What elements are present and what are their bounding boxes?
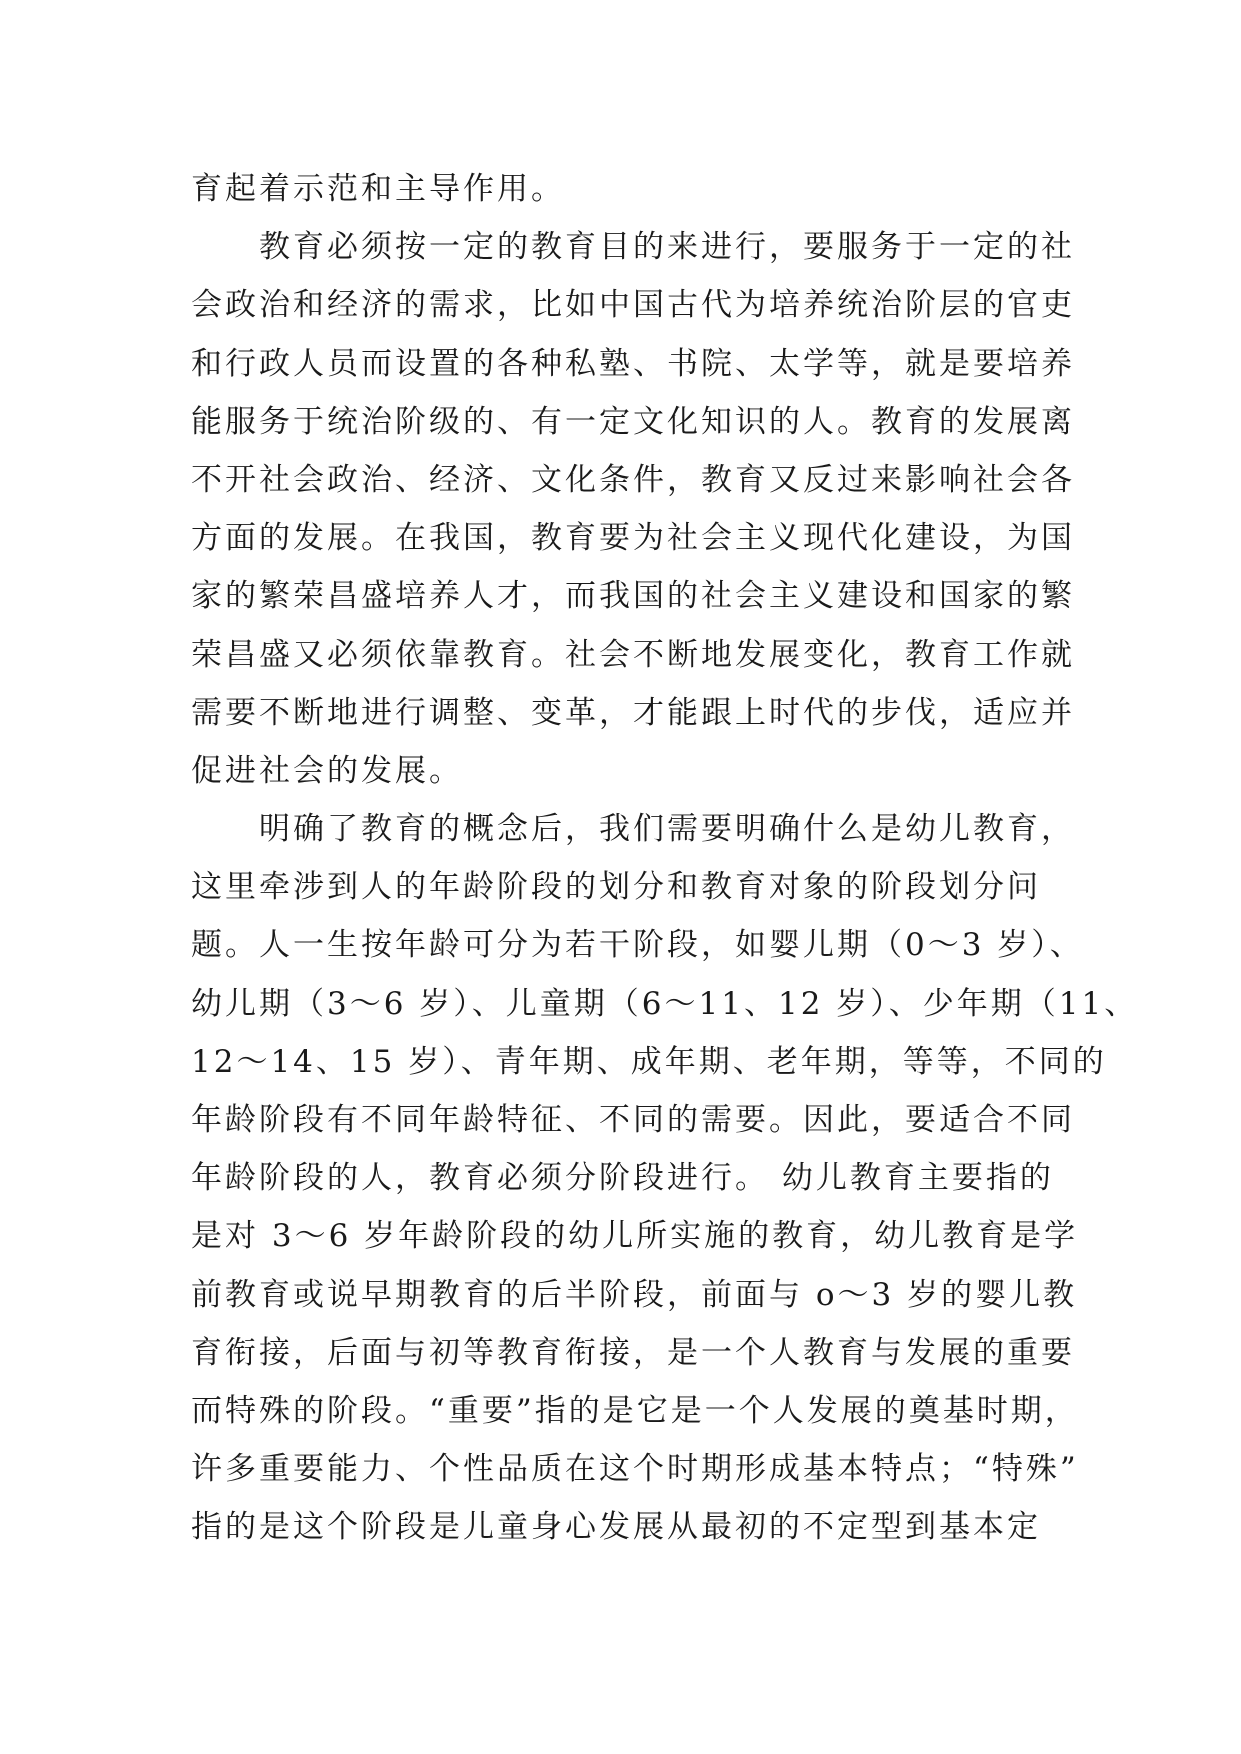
text-line: 荣昌盛又必须依靠教育。社会不断地发展变化，教育工作就 <box>191 636 1075 673</box>
text-line: 年龄阶段有不同年龄特征、不同的需要。因此，要适合不同 <box>191 1102 1075 1138</box>
text-line: 是对 3～6 岁年龄阶段的幼儿所实施的教育，幼儿教育是学 <box>191 1218 1079 1255</box>
text-line: 指的是这个阶段是儿童身心发展从最初的不定型到基本定 <box>191 1509 1041 1546</box>
text-line: 这里牵涉到人的年龄阶段的划分和教育对象的阶段划分问 <box>191 869 1041 906</box>
text-line: 许多重要能力、个性品质在这个时期形成基本特点；“特殊” <box>191 1451 1079 1488</box>
text-line: 促进社会的发展。 <box>191 752 463 789</box>
text-line: 明确了教育的概念后，我们需要明确什么是幼儿教育， <box>191 811 1075 848</box>
text-line: 能服务于统治阶级的、有一定文化知识的人。教育的发展离 <box>191 403 1075 440</box>
text-line: 教育必须按一定的教育目的来进行，要服务于一定的社 <box>191 229 1075 266</box>
text-line: 方面的发展。在我国，教育要为社会主义现代化建设，为国 <box>191 520 1075 557</box>
text-line: 而特殊的阶段。“重要”指的是它是一个人发展的奠基时期， <box>191 1392 1079 1429</box>
text-line: 题。人一生按年龄可分为若干阶段，如婴儿期（0～3 岁）、 <box>191 927 1084 964</box>
text-line: 育起着示范和主导作用。 <box>191 171 565 207</box>
text-line: 年龄阶段的人，教育必须分阶段进行。 幼儿教育主要指的 <box>191 1160 1054 1197</box>
text-line: 前教育或说早期教育的后半阶段，前面与 o～3 岁的婴儿教 <box>191 1276 1078 1313</box>
text-line: 12～14、15 岁）、青年期、成年期、老年期，等等，不同的 <box>191 1043 1107 1080</box>
text-line: 育衔接，后面与初等教育衔接，是一个人教育与发展的重要 <box>191 1334 1075 1371</box>
text-line: 需要不断地进行调整、变革，才能跟上时代的步伐，适应并 <box>191 694 1075 731</box>
text-line: 不开社会政治、经济、文化条件，教育又反过来影响社会各 <box>191 461 1075 498</box>
text-line: 会政治和经济的需求，比如中国古代为培养统治阶层的官吏 <box>191 287 1075 324</box>
text-line: 幼儿期（3～6 岁）、儿童期（6～11、12 岁）、少年期（11、 <box>191 985 1139 1022</box>
text-line: 和行政人员而设置的各种私塾、书院、太学等，就是要培养 <box>191 345 1075 382</box>
body-text <box>191 160 1139 1557</box>
text-line: 家的繁荣昌盛培养人才，而我国的社会主义建设和国家的繁 <box>191 578 1075 615</box>
